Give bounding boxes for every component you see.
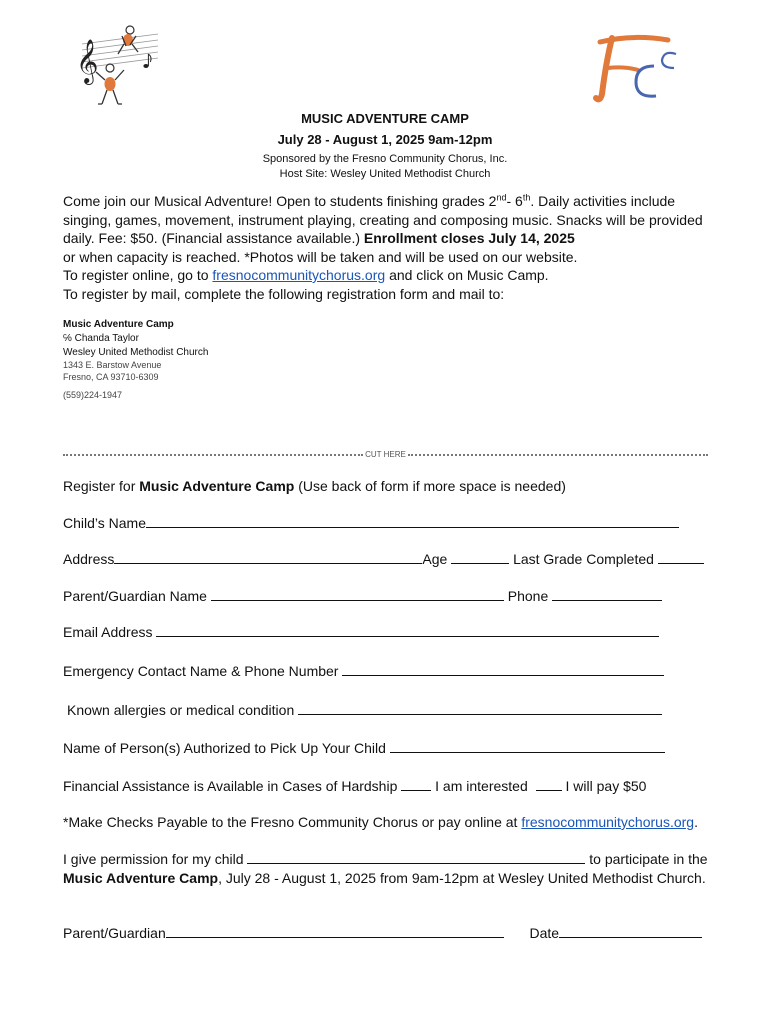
host-site-line: Host Site: Wesley United Methodist Church — [279, 168, 491, 180]
emergency-contact-row: Emergency Contact Name & Phone Number — [63, 662, 713, 679]
date-field[interactable] — [559, 924, 702, 938]
checks-payable-note: *Make Checks Payable to the Fresno Community Chorus or pay online at fresnocommunitychorus.org. — [63, 814, 698, 830]
interested-checkbox[interactable] — [401, 777, 431, 791]
allergies-field[interactable] — [298, 701, 662, 715]
emergency-contact-field[interactable] — [342, 662, 664, 676]
music-notes-kids-icon — [72, 22, 168, 112]
email-field[interactable] — [156, 623, 659, 637]
checks-website-link[interactable]: fresnocommunitychorus.org — [521, 814, 695, 830]
website-link[interactable]: fresnocommunitychorus.org — [212, 267, 386, 283]
address-row: Address Age Last Grade Completed — [63, 550, 713, 567]
financial-row: Financial Assistance is Available in Cases of Hardship I am interested I will pay $50 — [63, 778, 647, 794]
address-field[interactable] — [114, 550, 422, 564]
svg-text:𝄞: 𝄞 — [76, 39, 99, 83]
parent-signature-field[interactable] — [166, 924, 504, 938]
camp-title: MUSIC ADVENTURE CAMP — [301, 111, 469, 126]
sponsor-line: Sponsored by the Fresno Community Chorus, Inc. — [262, 153, 508, 165]
mailing-address: Music Adventure Camp ℅ Chanda Taylor Wesley United Methodist Church 1343 E. Barstow Avenue Fresno, CA 93710-6309 (559)224-1947 — [63, 319, 209, 400]
email-row: Email Address — [63, 623, 713, 640]
allergies-row: Known allergies or medical condition — [67, 701, 717, 718]
pickup-field[interactable] — [390, 739, 665, 753]
child-name-field[interactable] — [146, 514, 679, 528]
parent-name-field[interactable] — [211, 587, 504, 601]
parent-name-row: Parent/Guardian Name Phone — [63, 587, 713, 604]
camp-dates: July 28 - August 1, 2025 9am-12pm — [277, 132, 493, 147]
phone-field[interactable] — [552, 587, 662, 601]
last-grade-field[interactable] — [658, 550, 704, 564]
signature-row: Parent/Guardian Date — [63, 924, 713, 941]
fcc-logo-icon — [592, 32, 684, 104]
permission-statement: I give permission for my child to participate in the Music Adventure Camp, July 28 - August 1, 2025 from 9am-12pm at Wesley United Methodist Church. — [63, 851, 708, 886]
intro-paragraph: Come join our Musical Adventure! Open to students finishing grades 2nd- 6th. Daily activities include singing, games, movement, instrument playing, creating and composing music. Snacks will be provided daily. Fee: $50. (Financial assistance available.) Enrollment closes July 14, 2025 or when capacity is reached. *Photos will be taken and will be used on our website. To register online, go to fresnocommunitychorus.org and click on Music Camp. To register by mail, complete the following registration form and mail to: — [63, 192, 703, 302]
will-pay-checkbox[interactable] — [536, 777, 562, 791]
pickup-row: Name of Person(s) Authorized to Pick Up Your Child — [63, 739, 713, 756]
permission-child-field[interactable] — [247, 850, 585, 864]
age-field[interactable] — [451, 550, 509, 564]
enrollment-deadline: Enrollment closes July 14, 2025 — [363, 230, 575, 246]
cut-here-line: CUT HERE — [63, 450, 708, 459]
child-name-row: Child’s Name — [63, 514, 713, 531]
register-heading: Register for Music Adventure Camp (Use back of form if more space is needed) — [63, 478, 566, 494]
